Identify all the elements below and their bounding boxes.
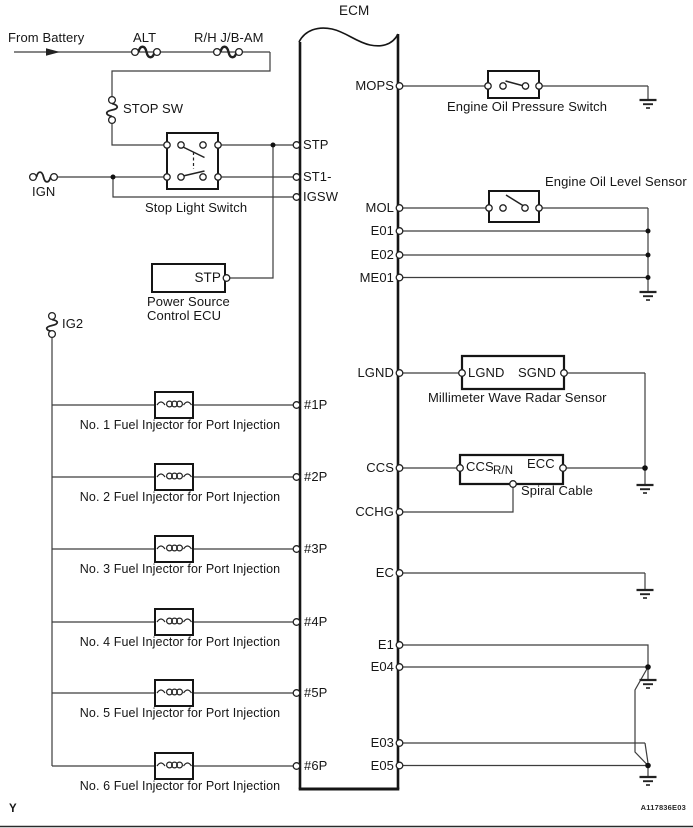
oil-pressure-switch-symbol <box>485 71 542 98</box>
ground-icon <box>640 777 657 785</box>
wires <box>14 52 648 777</box>
fuse-ig2-label: IG2 <box>62 316 84 331</box>
ground-icon <box>637 485 654 493</box>
fuse-ign-label: IGN <box>32 184 56 199</box>
ground-icon <box>637 590 654 598</box>
from-battery-label: From Battery <box>8 30 85 45</box>
terminal-ec: EC <box>375 565 394 580</box>
page-corner-mark: Y <box>9 803 17 815</box>
radar-lgnd-label: LGND <box>468 365 505 380</box>
ground-icon <box>640 680 657 688</box>
terminal-ccs: CCS <box>366 460 394 475</box>
spiral-cable-label: Spiral Cable <box>521 483 594 498</box>
flow-arrow-icon <box>46 48 60 56</box>
ig2-fuse-symbol <box>47 313 58 338</box>
rh-jb-fuse-symbol <box>214 47 243 58</box>
psc-ecu-terminal-label: STP <box>194 270 221 285</box>
injector-symbol-5 <box>155 680 193 706</box>
stop-light-switch-label: Stop Light Switch <box>145 200 248 215</box>
terminal-cchg: CCHG <box>355 504 394 519</box>
terminal-stp: STP <box>303 137 329 152</box>
injector-symbol-3 <box>155 536 193 562</box>
ground-icon <box>640 292 657 300</box>
oil-pressure-switch-label: Engine Oil Pressure Switch <box>447 99 608 114</box>
spiral-ccs-label: CCS <box>466 459 494 474</box>
terminal-4p: #4P <box>304 614 328 629</box>
terminal-lgnd: LGND <box>357 365 394 380</box>
injector-symbol-1 <box>155 392 193 418</box>
injector-caption-1: No. 1 Fuel Injector for Port Injection <box>79 418 281 432</box>
stop-sw-fuse-symbol <box>107 97 118 124</box>
injector-symbol-6 <box>155 753 193 779</box>
terminal-st1: ST1- <box>303 169 332 184</box>
terminal-e03: E03 <box>370 735 394 750</box>
radar-sgnd-label: SGND <box>518 365 556 380</box>
injector-symbol-2 <box>155 464 193 490</box>
injector-caption-2: No. 2 Fuel Injector for Port Injection <box>79 490 281 504</box>
radar-sensor-label: Millimeter Wave Radar Sensor <box>428 390 607 405</box>
spiral-ecc-label: ECC <box>527 456 555 471</box>
spiral-rn-label: R/N <box>493 465 514 477</box>
injector-caption-3: No. 3 Fuel Injector for Port Injection <box>79 562 281 576</box>
ecm-title: ECM <box>339 3 370 18</box>
fuse-stop-sw-label: STOP SW <box>123 101 184 116</box>
terminal-e01: E01 <box>370 223 394 238</box>
injector-caption-4: No. 4 Fuel Injector for Port Injection <box>79 635 281 649</box>
oil-level-sensor-symbol <box>486 191 542 222</box>
fuse-alt-label: ALT <box>133 30 157 45</box>
fuse-rh-jb-label: R/H J/B-AM <box>194 30 264 45</box>
terminal-2p: #2P <box>304 469 328 484</box>
injector-caption-5: No. 5 Fuel Injector for Port Injection <box>79 706 281 720</box>
terminal-6p: #6P <box>304 758 328 773</box>
injector-symbols <box>155 392 193 779</box>
injector-caption-6: No. 6 Fuel Injector for Port Injection <box>79 779 281 793</box>
terminal-5p: #5P <box>304 685 328 700</box>
terminal-mops: MOPS <box>355 78 394 93</box>
terminal-igsw: IGSW <box>303 189 339 204</box>
figure-code: A117836E03 <box>640 803 686 812</box>
psc-ecu-name-line1: Power Source <box>147 294 230 309</box>
terminal-me01: ME01 <box>359 269 394 285</box>
stop-light-switch-symbol <box>164 133 221 189</box>
terminal-e05: E05 <box>370 757 394 773</box>
alt-fuse-symbol <box>132 47 161 58</box>
terminal-3p: #3P <box>304 541 328 556</box>
terminal-e02: E02 <box>370 247 394 262</box>
terminal-1p: #1P <box>304 397 328 412</box>
ground-icon <box>640 100 657 108</box>
psc-ecu-name-line2: Control ECU <box>147 308 222 323</box>
terminal-e1: E1 <box>377 637 394 652</box>
ign-fuse-symbol <box>30 172 58 182</box>
terminal-mol: MOL <box>365 200 394 215</box>
oil-level-sensor-label: Engine Oil Level Sensor <box>545 174 687 189</box>
injector-symbol-4 <box>155 609 193 635</box>
terminal-e04: E04 <box>370 659 394 674</box>
